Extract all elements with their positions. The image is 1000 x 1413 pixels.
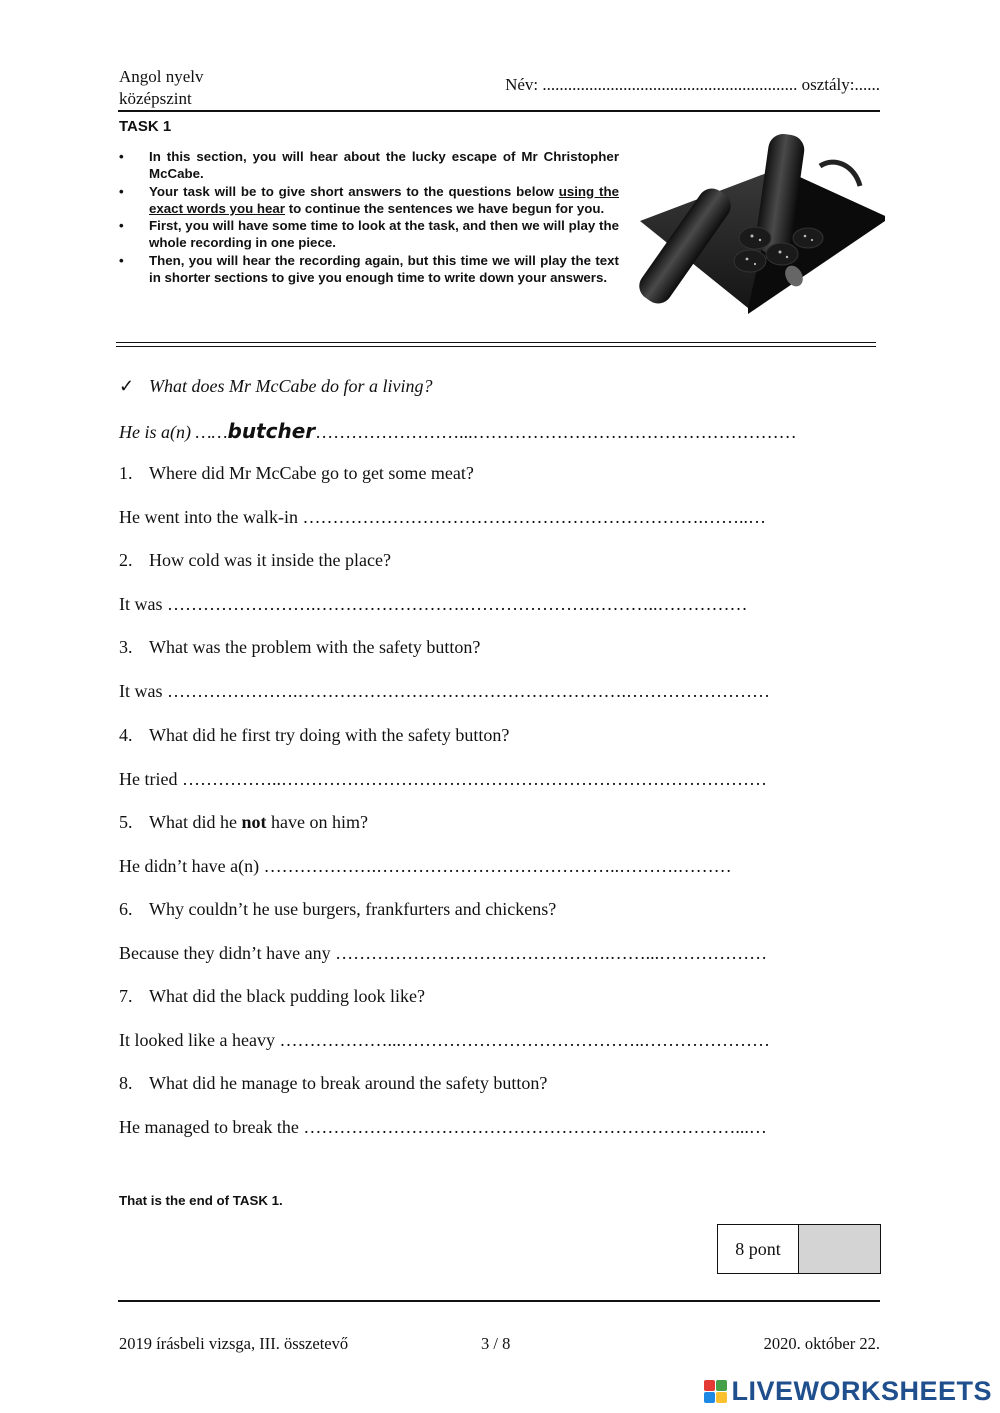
liveworksheets-logo[interactable] — [704, 1376, 992, 1407]
example-answer-fill: butcher — [227, 419, 316, 443]
subject-line-1: Angol nyelv — [119, 67, 204, 86]
logo-text: LIVEWORKSHEETS — [731, 1376, 992, 1406]
footer-date: 2020. október 22. — [763, 1334, 880, 1353]
question-4: 4. What did he first try doing with the safety button? — [119, 725, 510, 745]
example-answer: He is a(n) ……butcher……………………...……………………………………………… — [119, 419, 797, 443]
bullet-icon: • — [119, 183, 124, 199]
score-box — [717, 1224, 881, 1274]
question-3: 3. What was the problem with the safety button? — [119, 637, 481, 657]
answer-line-4[interactable]: He tried ……………..……………………………………………………………………… — [119, 769, 767, 789]
question-6: 6. Why couldn’t he use burgers, frankfurters and chickens? — [119, 899, 557, 919]
question-5: 5. What did he not have on him? — [119, 812, 368, 832]
underlined-instruction: using the exact words you hear — [149, 183, 619, 216]
question-8: 8. What did he manage to break around the safety button? — [119, 1073, 548, 1093]
black-pudding-image — [630, 126, 890, 316]
instruction-item: • Then, you will hear the recording again, but this time we will play the text in shorter sections to give you enough time to write down your answers. — [119, 252, 619, 286]
logo-icon — [704, 1380, 727, 1403]
bullet-icon: • — [119, 218, 124, 234]
answer-line-3[interactable]: It was ………………….……………………………………………….…………………… — [119, 681, 770, 701]
instruction-item: • First, you will have some time to look at the task, and then we will play the whole recording in one piece. — [119, 218, 619, 251]
header-divider — [118, 110, 880, 112]
question-2: 2. How cold was it inside the place? — [119, 550, 391, 570]
checkmark-icon: ✓ — [119, 376, 135, 396]
instructions-list — [119, 148, 619, 286]
page-number: 3 / 8 — [481, 1334, 511, 1353]
subject-line-2: középszint — [119, 89, 192, 108]
footer-exam: 2019 írásbeli vizsga, III. összetevő — [119, 1334, 349, 1353]
instruction-item: • Your task will be to give short answers to the questions below using the exact words you hear to continue the sentences we have begun for you. — [119, 183, 619, 216]
answer-line-8[interactable]: He managed to break the ………………………………………………………………...… — [119, 1117, 767, 1137]
question-1: 1. Where did Mr McCabe go to get some meat? — [119, 463, 474, 483]
task-title: TASK 1 — [119, 118, 172, 135]
end-of-task: That is the end of TASK 1. — [119, 1193, 283, 1208]
name-class-field[interactable]: Név: ............................................................ osztály:...... — [505, 75, 880, 94]
answer-line-2[interactable]: It was …………………….…………………….………………….………..…………… — [119, 594, 748, 614]
answer-line-7[interactable]: It looked like a heavy ………………...…………………………………..………………… — [119, 1030, 770, 1050]
answer-line-6[interactable]: Because they didn’t have any ……………………………………….……...……………… — [119, 943, 768, 963]
section-divider — [116, 342, 876, 347]
footer-divider — [118, 1300, 880, 1302]
bullet-icon: • — [119, 252, 124, 268]
example-question: ✓ What does Mr McCabe do for a living? — [119, 376, 433, 396]
question-7: 7. What did the black pudding look like? — [119, 986, 425, 1006]
exam-subject — [119, 66, 204, 110]
answer-line-5[interactable]: He didn’t have a(n) ……………….…………………………………..……….……… — [119, 856, 732, 876]
score-label: 8 pont — [718, 1225, 799, 1273]
instruction-item: • In this section, you will hear about the lucky escape of Mr Christopher McCabe. — [119, 149, 619, 182]
score-input[interactable] — [799, 1225, 880, 1273]
answer-line-1[interactable]: He went into the walk-in ………………………………………………………….……..… — [119, 507, 766, 527]
bullet-icon: • — [119, 149, 124, 164]
